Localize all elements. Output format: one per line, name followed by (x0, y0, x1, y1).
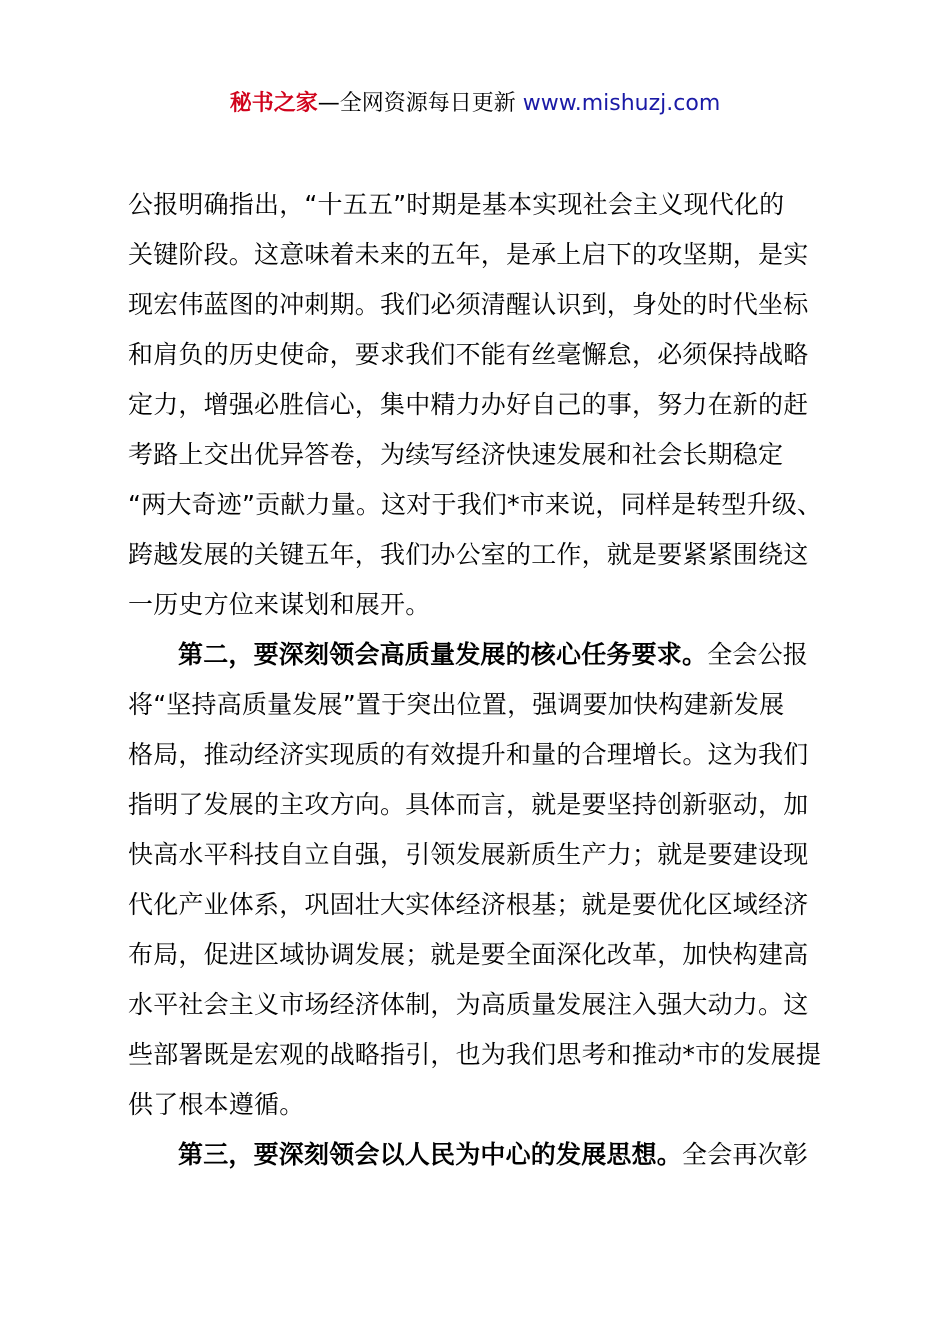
text-line: 格局，推动经济实现质的有效提升和量的合理增长。这为我们 (128, 740, 809, 769)
text-line: 供了根本遵循。 (128, 1090, 305, 1119)
document-body (128, 180, 838, 1180)
text-line: 些部署既是宏观的战略指引，也为我们思考和推动*市的发展提 (128, 1040, 822, 1069)
text-line: 公报明确指出，“十五五”时期是基本实现社会主义现代化的 (128, 190, 785, 219)
text-line: 关键阶段。这意味着未来的五年，是承上启下的攻坚期，是实 (128, 240, 809, 269)
site-url-link[interactable]: www.mishuzj.com (522, 91, 721, 116)
text-line: 代化产业体系，巩固壮大实体经济根基；就是要优化区域经济 (128, 890, 809, 919)
text-line: 考路上交出优异答卷，为续写经济快速发展和社会长期稳定 (128, 440, 784, 469)
text-line (128, 1130, 838, 1180)
paragraph-3 (128, 1130, 838, 1180)
site-tagline: —全网资源每日更新 (317, 91, 523, 116)
text-line: 水平社会主义市场经济体制，为高质量发展注入强大动力。这 (128, 990, 809, 1019)
text-line: 跨越发展的关键五年，我们办公室的工作，就是要紧紧围绕这 (128, 540, 809, 569)
text-line (128, 630, 838, 680)
text-line: 现宏伟蓝图的冲刺期。我们必须清醒认识到，身处的时代坐标 (128, 290, 809, 319)
text-line: “两大奇迹”贡献力量。这对于我们*市来说，同样是转型升级、 (128, 490, 823, 519)
site-brand: 秘书之家 (229, 91, 318, 116)
section-heading-3: 第三，要深刻领会以人民为中心的发展思想。 (178, 1140, 683, 1169)
section-heading-2: 第二，要深刻领会高质量发展的核心任务要求。 (178, 640, 708, 669)
paragraph-2 (128, 630, 838, 1130)
site-header (0, 86, 950, 122)
paragraph-1 (128, 180, 838, 630)
text-line: 将“坚持高质量发展”置于突出位置，强调要加快构建新发展 (128, 690, 785, 719)
text-fragment: 全会再次彰 (682, 1140, 809, 1169)
text-line: 一历史方位来谋划和展开。 (128, 590, 431, 619)
text-line: 快高水平科技自立自强，引领发展新质生产力；就是要建设现 (128, 840, 809, 869)
text-fragment: 全会公报 (707, 640, 809, 669)
text-line: 指明了发展的主攻方向。具体而言，就是要坚持创新驱动，加 (128, 790, 809, 819)
text-line: 定力，增强必胜信心，集中精力办好自己的事，努力在新的赶 (128, 390, 809, 419)
text-line: 和肩负的历史使命，要求我们不能有丝毫懈怠，必须保持战略 (128, 340, 809, 369)
text-line: 布局，促进区域协调发展；就是要全面深化改革，加快构建高 (128, 940, 809, 969)
